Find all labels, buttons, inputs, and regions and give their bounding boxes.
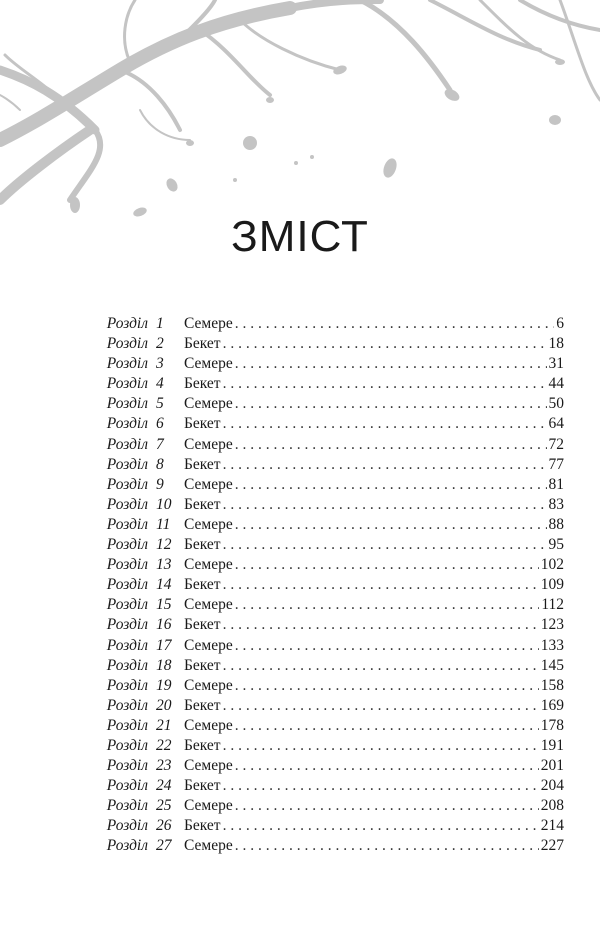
page-number: 83 (548, 495, 564, 513)
dot-leader (223, 615, 539, 635)
chapter-label (86, 816, 184, 836)
toc-entry[interactable] (86, 696, 564, 716)
chapter-word: Розділ (106, 596, 148, 614)
chapter-label (86, 535, 184, 555)
page-number: 191 (540, 736, 564, 754)
chapter-number: 15 (156, 596, 172, 614)
chapter-label (86, 575, 184, 595)
chapter-label (86, 334, 184, 354)
chapter-label (86, 495, 184, 515)
toc-entry[interactable] (86, 535, 564, 555)
chapter-number: 12 (156, 536, 172, 554)
dot-leader (223, 816, 539, 836)
toc-entry[interactable] (86, 816, 564, 836)
dot-leader (223, 736, 539, 756)
page-number: 95 (548, 536, 564, 554)
chapter-number: 18 (156, 656, 172, 674)
dot-leader (223, 334, 547, 354)
page-number: 214 (540, 817, 564, 835)
dot-leader (235, 354, 547, 374)
toc-entry[interactable] (86, 314, 564, 334)
page-title: ЗМІСТ (231, 212, 369, 261)
dot-leader (223, 575, 539, 595)
chapter-number: 27 (156, 837, 172, 855)
chapter-word: Розділ (106, 375, 148, 393)
page-number: 227 (540, 837, 564, 855)
page-number: 77 (548, 455, 564, 473)
chapter-word: Розділ (106, 676, 148, 694)
toc-entry[interactable] (86, 656, 564, 676)
dot-leader (223, 414, 547, 434)
chapter-number: 3 (156, 355, 164, 373)
chapter-word: Розділ (106, 616, 148, 634)
toc-entry[interactable] (86, 455, 564, 475)
chapter-number: 25 (156, 797, 172, 815)
chapter-number: 1 (156, 315, 164, 332)
toc-entry[interactable] (86, 836, 564, 856)
chapter-number: 5 (156, 395, 164, 413)
chapter-word: Розділ (106, 495, 148, 513)
chapter-label (86, 656, 184, 676)
dot-leader (223, 776, 539, 796)
chapter-word: Розділ (106, 837, 148, 855)
chapter-number: 26 (156, 817, 172, 835)
dot-leader (223, 495, 547, 515)
dot-leader (235, 676, 539, 696)
chapter-label (86, 394, 184, 414)
chapter-title: Бекет (184, 536, 221, 554)
chapter-label (86, 796, 184, 816)
chapter-label (86, 696, 184, 716)
dot-leader (235, 435, 547, 455)
chapter-number: 4 (156, 375, 164, 393)
page-number: 133 (540, 636, 564, 654)
chapter-title: Бекет (184, 375, 221, 393)
page-number: 178 (540, 716, 564, 734)
toc-entry[interactable] (86, 414, 564, 434)
dot-leader (235, 636, 539, 656)
dot-leader (223, 656, 539, 676)
chapter-number: 14 (156, 576, 172, 594)
chapter-label (86, 615, 184, 635)
dot-leader (235, 836, 539, 856)
chapter-title: Семере (184, 636, 233, 654)
chapter-number: 19 (156, 676, 172, 694)
page-number: 31 (548, 355, 564, 373)
page-number: 112 (541, 596, 564, 614)
chapter-word: Розділ (106, 515, 148, 533)
chapter-word: Розділ (106, 716, 148, 734)
page-number: 158 (540, 676, 564, 694)
chapter-title: Бекет (184, 777, 221, 795)
toc-entry[interactable] (86, 756, 564, 776)
chapter-title: Семере (184, 355, 233, 373)
chapter-label (86, 836, 184, 856)
chapter-title: Бекет (184, 696, 221, 714)
toc-entry[interactable] (86, 354, 564, 374)
page-number: 88 (548, 515, 564, 533)
chapter-word: Розділ (106, 757, 148, 775)
chapter-label (86, 736, 184, 756)
page-number: 208 (540, 797, 564, 815)
page-number: 18 (548, 335, 564, 353)
chapter-word: Розділ (106, 817, 148, 835)
toc-entry[interactable] (86, 796, 564, 816)
chapter-label (86, 756, 184, 776)
chapter-label (86, 354, 184, 374)
page-number: 44 (548, 375, 564, 393)
toc-entry[interactable] (86, 776, 564, 796)
chapter-number: 23 (156, 757, 172, 775)
chapter-title: Семере (184, 556, 233, 574)
chapter-word: Розділ (106, 335, 148, 353)
chapter-label (86, 374, 184, 394)
chapter-word: Розділ (106, 395, 148, 413)
tree-branches-illustration (0, 0, 600, 230)
chapter-title: Бекет (184, 736, 221, 754)
toc-entry[interactable] (86, 736, 564, 756)
page-number: 102 (540, 556, 564, 574)
chapter-number: 24 (156, 777, 172, 795)
chapter-label (86, 776, 184, 796)
chapter-word: Розділ (106, 455, 148, 473)
chapter-word: Розділ (106, 696, 148, 714)
chapter-number: 7 (156, 435, 164, 453)
chapter-label (86, 435, 184, 455)
chapter-number: 6 (156, 415, 164, 433)
chapter-label (86, 676, 184, 696)
chapter-word: Розділ (106, 636, 148, 654)
page-number: 81 (548, 475, 564, 493)
chapter-label (86, 414, 184, 434)
page-number: 6 (556, 315, 564, 332)
chapter-number: 9 (156, 475, 164, 493)
chapter-word: Розділ (106, 576, 148, 594)
page-number: 50 (548, 395, 564, 413)
toc-entry[interactable] (86, 716, 564, 736)
chapter-title: Бекет (184, 616, 221, 634)
chapter-word: Розділ (106, 797, 148, 815)
chapter-number: 17 (156, 636, 172, 654)
toc-entry[interactable] (86, 394, 564, 414)
chapter-word: Розділ (106, 315, 148, 332)
chapter-label (86, 595, 184, 615)
chapter-word: Розділ (106, 435, 148, 453)
chapter-title: Бекет (184, 415, 221, 433)
dot-leader (235, 716, 539, 736)
page-number: 204 (540, 777, 564, 795)
toc-entry[interactable] (86, 636, 564, 656)
chapter-title: Семере (184, 837, 233, 855)
chapter-title: Бекет (184, 576, 221, 594)
dot-leader (235, 595, 540, 615)
dot-leader (223, 696, 539, 716)
chapter-title: Бекет (184, 495, 221, 513)
table-of-contents (86, 314, 564, 857)
toc-entry[interactable] (86, 374, 564, 394)
toc-entry[interactable] (86, 515, 564, 535)
dot-leader (235, 394, 547, 414)
dot-leader (235, 314, 555, 334)
chapter-label (86, 636, 184, 656)
chapter-label (86, 314, 184, 334)
chapter-title: Семере (184, 475, 233, 493)
chapter-number: 22 (156, 736, 172, 754)
toc-entry[interactable] (86, 495, 564, 515)
page-number: 109 (540, 576, 564, 594)
toc-entry[interactable] (86, 435, 564, 455)
toc-entry[interactable] (86, 555, 564, 575)
chapter-title: Бекет (184, 335, 221, 353)
chapter-number: 8 (156, 455, 164, 473)
toc-entry[interactable] (86, 615, 564, 635)
page-number: 169 (540, 696, 564, 714)
page-number: 145 (540, 656, 564, 674)
chapter-label (86, 515, 184, 535)
chapter-title: Семере (184, 797, 233, 815)
chapter-number: 21 (156, 716, 172, 734)
dot-leader (235, 475, 547, 495)
chapter-number: 20 (156, 696, 172, 714)
toc-entry[interactable] (86, 676, 564, 696)
chapter-title: Семере (184, 676, 233, 694)
page-number: 72 (548, 435, 564, 453)
chapter-title: Семере (184, 395, 233, 413)
chapter-label (86, 475, 184, 495)
chapter-title: Семере (184, 596, 233, 614)
chapter-label (86, 555, 184, 575)
chapter-word: Розділ (106, 475, 148, 493)
chapter-title: Семере (184, 435, 233, 453)
chapter-label (86, 455, 184, 475)
chapter-title: Бекет (184, 817, 221, 835)
chapter-title: Бекет (184, 455, 221, 473)
chapter-word: Розділ (106, 415, 148, 433)
dot-leader (235, 555, 539, 575)
chapter-title: Бекет (184, 656, 221, 674)
dot-leader (235, 515, 547, 535)
toc-entry[interactable] (86, 334, 564, 354)
chapter-title: Семере (184, 515, 233, 533)
dot-leader (223, 535, 547, 555)
chapter-word: Розділ (106, 355, 148, 373)
chapter-number: 13 (156, 556, 172, 574)
chapter-label (86, 716, 184, 736)
dot-leader (235, 796, 539, 816)
page-number: 123 (540, 616, 564, 634)
chapter-word: Розділ (106, 656, 148, 674)
chapter-word: Розділ (106, 536, 148, 554)
chapter-number: 10 (156, 495, 172, 513)
toc-entry[interactable] (86, 475, 564, 495)
chapter-title: Семере (184, 716, 233, 734)
dot-leader (235, 756, 539, 776)
toc-entry[interactable] (86, 575, 564, 595)
dot-leader (223, 374, 547, 394)
chapter-word: Розділ (106, 777, 148, 795)
chapter-title: Семере (184, 757, 233, 775)
page-number: 201 (540, 757, 564, 775)
dot-leader (223, 455, 547, 475)
chapter-word: Розділ (106, 736, 148, 754)
chapter-number: 2 (156, 335, 164, 353)
chapter-number: 16 (156, 616, 172, 634)
page-number: 64 (548, 415, 564, 433)
chapter-title: Семере (184, 315, 233, 332)
chapter-number: 11 (156, 515, 171, 533)
toc-entry[interactable] (86, 595, 564, 615)
chapter-word: Розділ (106, 556, 148, 574)
